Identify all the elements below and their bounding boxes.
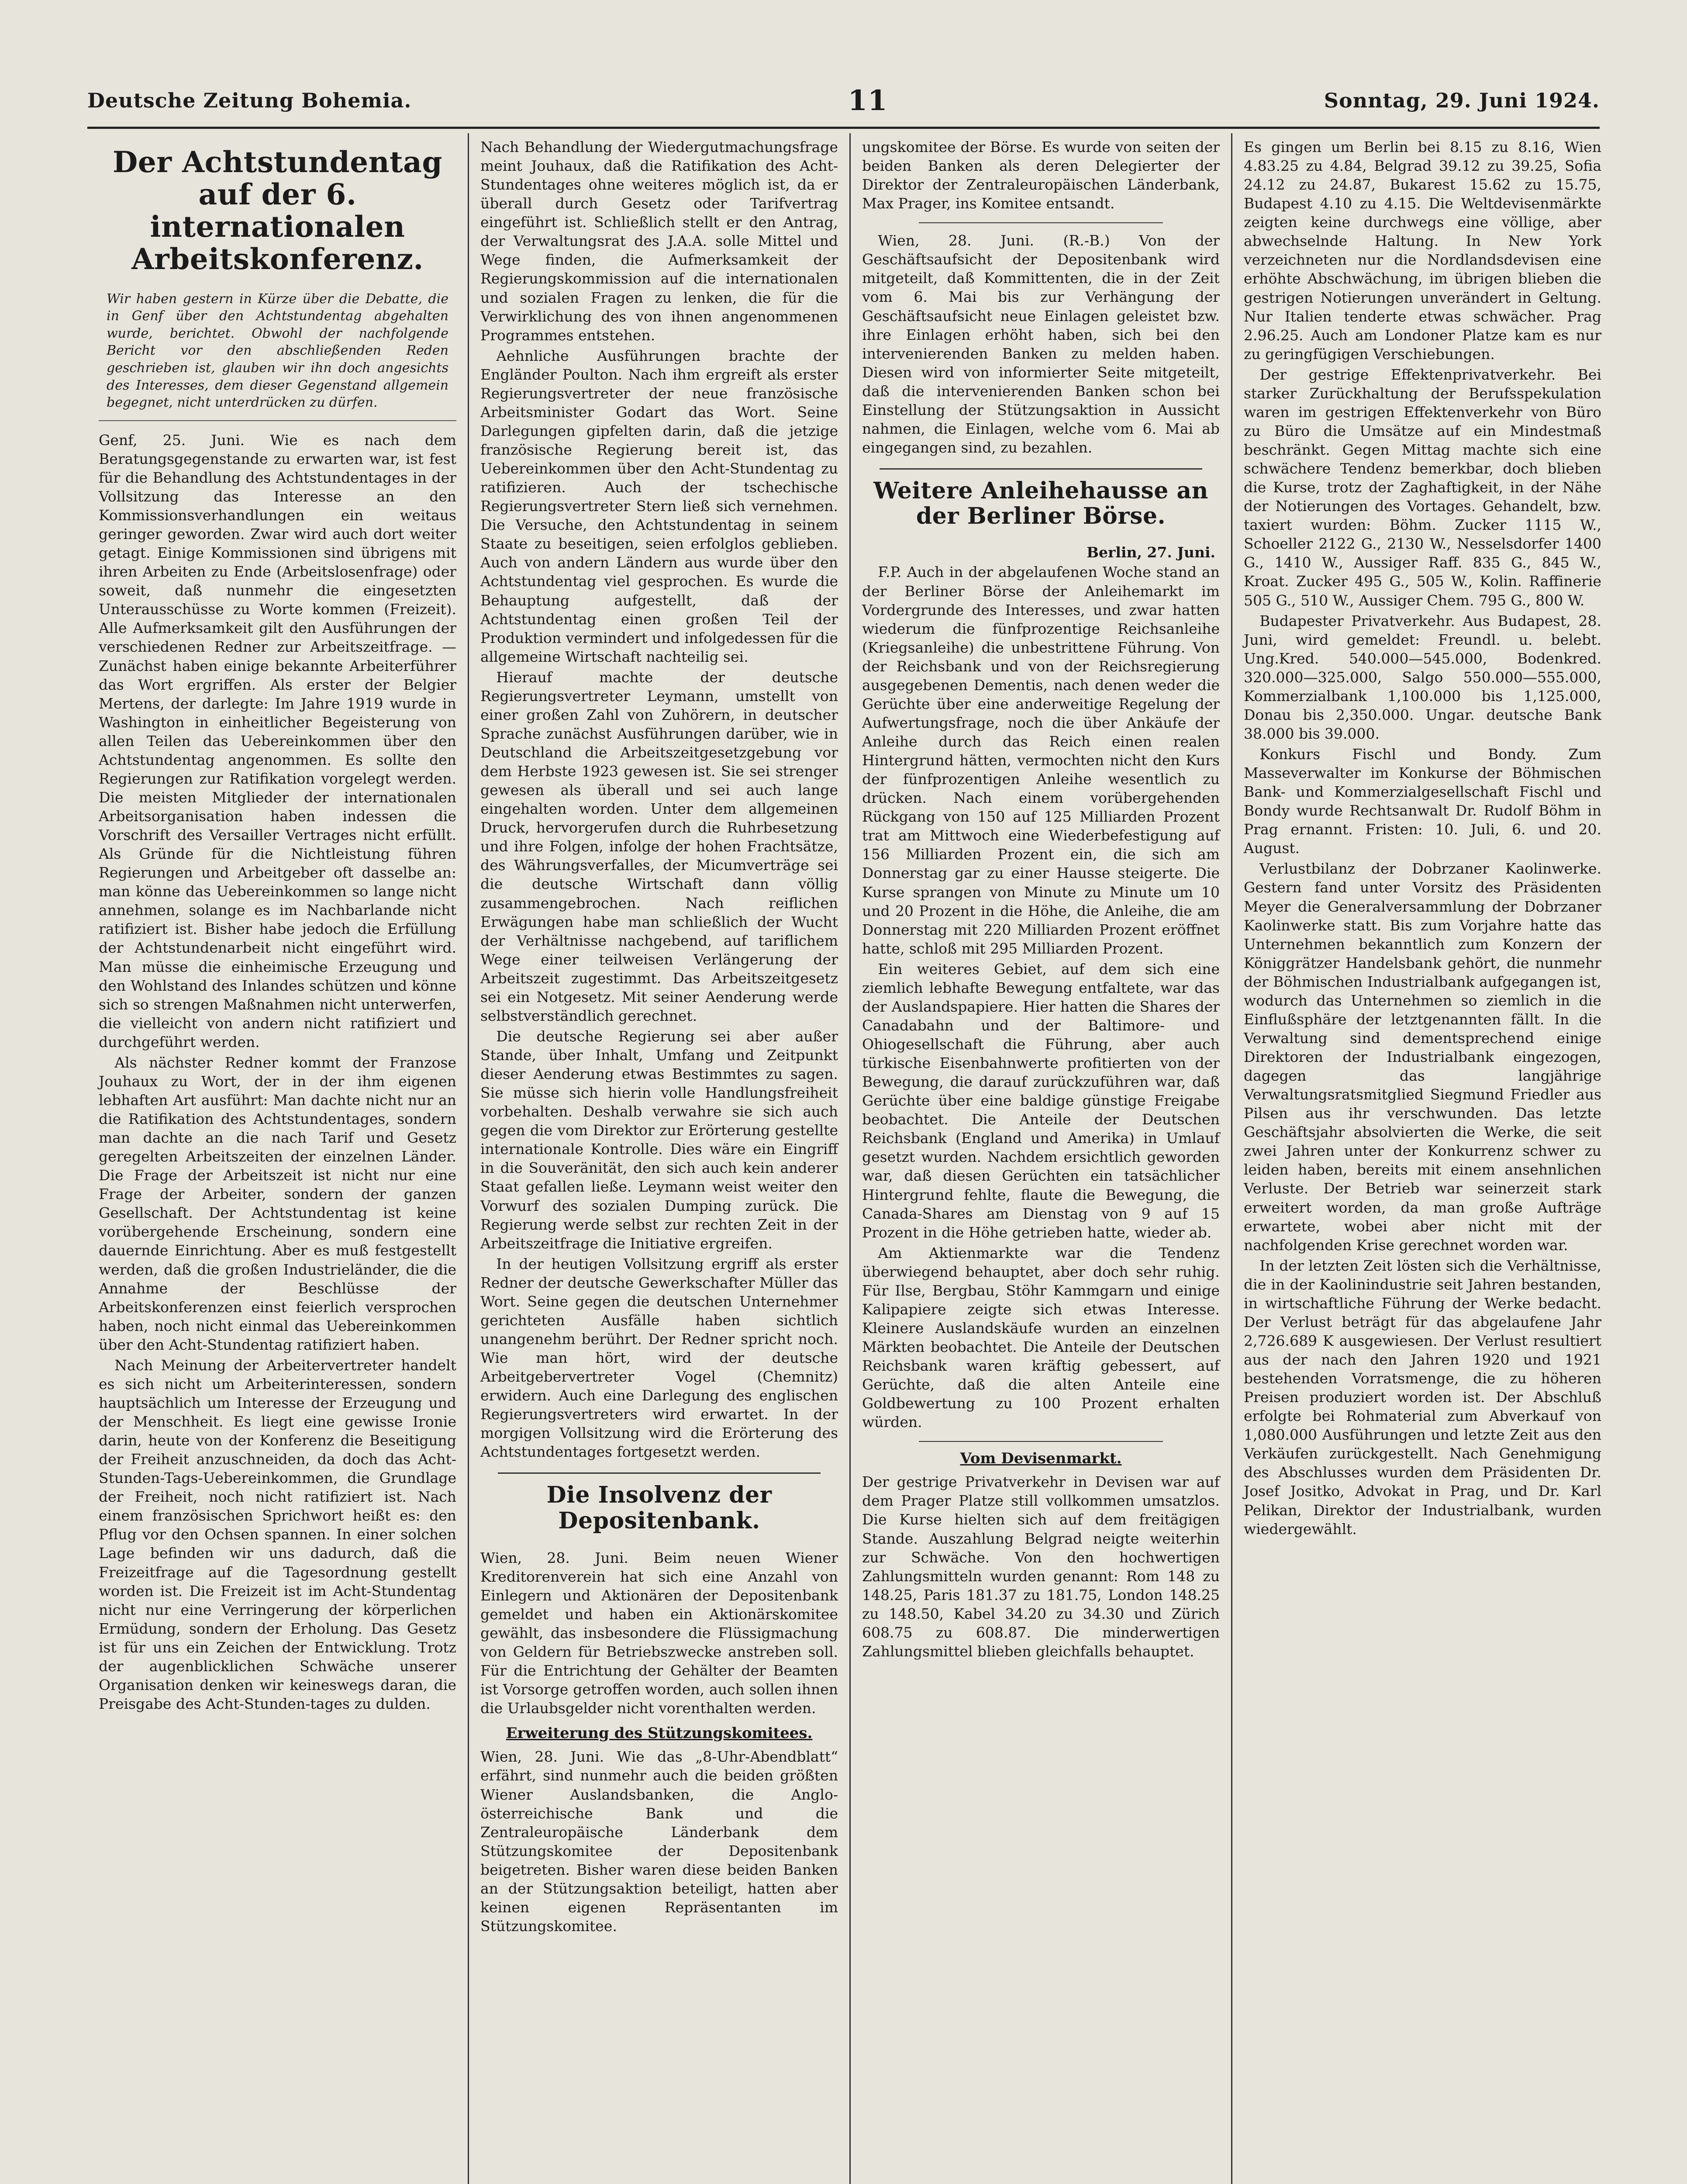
article-subhead: Erweiterung des Stützungskomitees.	[506, 1724, 813, 1742]
article-paragraph: Budapester Privatverkehr. Aus Budapest, 28. Juni, wird gemeldet: Freundl. u. belebt. Ung.Kred. 540.000—545.000, Bodenkred. 320.000—325.000, Salgo 550.000—555.000, Kommerzialbank 1,100.000 bis 1,125.000, Donau bis 2,350.000. Ungar. deutsche Bank 38.000 bis 39.000.	[1244, 612, 1601, 742]
article-paragraph: Konkurs Fischl und Bondy. Zum Masseverwalter im Konkurse der Böhmischen Bank- und Kommerzialgesellschaft Fischl und Bondy wurde Rechtsanwalt Dr. Rudolf Böhm in Prag ernannt. Fristen: 10. Juli, 6. und 20. August.	[1244, 746, 1601, 857]
article-paragraph: Wien, 28. Juni. Wie das „8-Uhr-Abendblatt“ erfährt, sind nunmehr auch die beiden größten Wiener Auslandsbanken, die Anglo-österreichische Bank und die Zentraleuropäische Länderbank dem Stützungskomitee der Depositenbank beigetreten. Bisher waren diese beiden Banken an der Stützungsaktion beteiligt, hatten aber keinen eigenen Repräsentanten im Stützungskomitee.	[480, 1748, 838, 1935]
header-page-number: 11	[848, 84, 888, 117]
article-paragraph: Es gingen um Berlin bei 8.15 zu 8.16, Wien 4.83.25 zu 4.84, Belgrad 39.12 zu 39.25, Sofia 24.12 zu 24.87, Bukarest 15.62 zu 15.75, Budapest 4.10 zu 4.15. Die Weltdevisenmärkte zeigten keine durchwegs eine völlige, aber abwechselnde Haltung. In New York verzeichneten nur die Nordlandsdevisen eine erhöhte Abschwächung, im übrigen blieben die gestrigen Notierungen unverändert in Geltung. Nur Italien tenderte etwas schwächer. Prag 2.96.25. Auch am Londoner Platze kam es nur zu geringfügigen Verschiebungen.	[1244, 138, 1601, 363]
column-2	[468, 133, 849, 2184]
column-1	[87, 133, 468, 2184]
article-paragraph: Genf, 25. Juni. Wie es nach dem Beratungsgegenstande zu erwarten war, ist fest für die Behandlung des Achtstundentages in der Vollsitzung das Interesse an den Kommissionsverhandlungen ein weitaus geringer geworden. Zwar wird auch dort weiter getagt. Einige Kommissionen sind übrigens mit ihren Arbeiten zu Ende (Arbeitslosenfrage) oder soweit, daß nunmehr die eingesetzten Unterausschüsse zu Worte kommen (Freizeit). Alle Aufmerksamkeit gilt den Ausführungen der verschiedenen Redner zur Arbeitszeitfrage. — Zunächst haben einige bekannte Arbeiterführer das Wort ergriffen. Als erster der Belgier Mertens, der darlegte: Im Jahre 1919 wurde in Washington in einheitlicher Begeisterung von allen Teilen das Uebereinkommen über den Achtstundentag angenommen. Es sollte den Regierungen zur Ratifikation vorgelegt werden. Die meisten Mitglieder der internationalen Arbeitsorganisation haben indessen die Vorschrift des Versailler Vertrages nicht erfüllt. Als Gründe für die Nichtleistung führen Regierungen und Arbeitgeber oft dasselbe an: man könne das Uebereinkommen so lange nicht annehmen, solange es im Nachbarlande nicht ratifiziert ist. Bisher habe jedoch die Erfüllung der Achtstundenarbeit nicht eingeführt wird. Man müsse die einheimische Erzeugung und den Wohlstand des Inlandes schützen und könne sich so strengen Maßnahmen nicht unterwerfen, die vielleicht von andern nicht ratifiziert und durchgeführt werden.	[99, 431, 456, 1051]
article-paragraph: Der gestrige Privatverkehr in Devisen war auf dem Prager Platze still vollkommen umsatzlos. Die Kurse hielten sich auf dem freitägigen Stande. Auszahlung Belgrad neigte weiterhin zur Schwäche. Von den hochwertigen Zahlungsmitteln wurden genannt: Rom 148 zu 148.25, Paris 181.37 zu 181.75, London 148.25 zu 148.50, Kabel 34.20 zu 34.30 und Zürich 608.75 zu 608.87. Die minderwertigen Zahlungsmittel blieben gleichfalls behauptet.	[862, 1473, 1220, 1660]
article-headline-anleihehausse: Weitere Anleihehausse an der Berliner Börse.	[873, 477, 1208, 530]
header-date: Sonntag, 29. Juni 1924.	[1324, 89, 1600, 112]
article-columns	[87, 133, 1613, 2184]
column-4	[1231, 133, 1613, 2184]
article-paragraph: Als nächster Redner kommt der Franzose Jouhaux zu Wort, der in der ihm eigenen lebhaften Art ausführt: Man dachte nicht nur an die Ratifikation des Achtstundentages, sondern man dachte an die nach Tarif und Gesetz geregelten Arbeitszeiten der einzelnen Länder. Die Frage der Arbeitszeit ist nicht nur eine Frage der Arbeiter, sondern der ganzen Gesellschaft. Der Achtstundentag ist keine vorübergehende Erscheinung, sondern eine dauernde Einrichtung. Aber es muß festgestellt werden, daß die großen Industrieländer, die die Annahme der Beschlüsse der Arbeitskonferenzen einst feierlich versprochen haben, noch nicht einmal das Uebereinkommen über den Acht-Stundentag ratifiziert haben.	[99, 1054, 456, 1353]
article-paragraph: In der letzten Zeit lösten sich die Verhältnisse, die in der Kaolinindustrie seit Jahren bestanden, in wirtschaftliche Führung der Werke bedacht. Der Verlust beträgt für das abgelaufene Jahr 2,726.689 K ausgewiesen. Der Verlust resultiert aus der nach den Jahren 1920 und 1921 bestehenden Vorratsmenge, die zu höheren Preisen produziert worden ist. Der Abschluß erfolgte bei Rohmaterial zum Abverkauf von 1,080.000 Ausführungen und letzte Zeit aus den Verkäufen zurückgestellt. Nach Genehmigung des Abschlusses wurden dem Präsidenten Dr. Josef Jositko, Advokat in Prag, und Dr. Karl Pelikan, Direktor der Industrialbank, wurden wiedergewählt.	[1244, 1257, 1601, 1538]
article-lede: Wir haben gestern in Kürze über die Debatte, die in Genf über den Achtstundentag abgehalten wurde, berichtet. Obwohl der nachfolgende Bericht vor den abschließenden Reden geschrieben ist, glauben wir ihn doch angesichts des Interesses, dem dieser Gegenstand allgemein begegnet, nicht unterdrücken zu dürfen.	[99, 290, 456, 421]
article-paragraph: Wien, 28. Juni. Beim neuen Wiener Kreditorenverein hat sich eine Anzahl von Einlegern und Aktionären der Depositenbank gemeldet und haben ein Aktionärskomitee gewählt, das insbesondere die Flüssigmachung von Geldern für Betriebszwecke anstreben soll. Für die Entrichtung der Gehälter der Beamten ist Vorsorge getroffen worden, auch sollen ihnen die Urlaubsgelder nicht vorenthalten werden.	[480, 1549, 838, 1717]
section-divider	[919, 222, 1163, 223]
article-paragraph: Nach Behandlung der Wiedergutmachungsfrage meint Jouhaux, daß die Ratifikation des Acht-Stundentages ohne weiteres möglich ist, da er überall durch Gesetz oder Tarifvertrag eingeführt ist. Schließlich stellt er den Antrag, der Verwaltungsrat des J.A.A. solle Mittel und Wege finden, die Aufmerksamkeit der Regierungskommission auf die internationalen und sozialen Fragen zu lenken, die für die Verwirklichung des von ihnen angenommenen Programmes entstehen.	[480, 138, 838, 344]
article-paragraph: In der heutigen Vollsitzung ergriff als erster Redner der deutsche Gewerkschafter Müller das Wort. Seine gegen die deutschen Unternehmer gerichteten Ausfälle haben sichtlich unangenehm berührt. Der Redner spricht noch. Wie man hört, wird der deutsche Arbeitgebervertreter Vogel (Chemnitz) erwidern. Auch eine Darlegung des englischen Regierungsvertreters wird erwartet. In der morgigen Vollsitzung wird die Erörterung des Achtstundentages fortgesetzt werden.	[480, 1255, 838, 1461]
article-headline-achtstundentag: Der Achtstundentag auf der 6. internationalen Arbeitskonferenz.	[113, 145, 442, 276]
article-headline-depositenbank: Die Insolvenz der Depositenbank.	[546, 1482, 772, 1534]
article-paragraph: Am Aktienmarkte war die Tendenz überwiegend behauptet, aber doch sehr ruhig. Für Ilse, Bergbau, Stöhr Kammgarn und einige Kalipapiere zeigte sich etwas Interesse. Kleinere Auslandskäufe wurden an einzelnen Märkten beobachtet. Die Anteile der Deutschen Reichsbank waren kräftig gebessert, auf Gerüchte, daß die alten Anteile eine Goldbewertung zu 100 Prozent erhalten würden.	[862, 1244, 1220, 1431]
article-subhead: Vom Devisenmarkt.	[960, 1450, 1122, 1468]
running-header	[87, 74, 1600, 129]
article-paragraph: ungskomitee der Börse. Es wurde von seiten der beiden Banken als deren Delegierter der Direktor der Zentraleuropäischen Länderbank, Max Prager, ins Komitee entsandt.	[862, 138, 1220, 212]
article-paragraph: F.P. Auch in der abgelaufenen Woche stand an der Berliner Börse der Anleihemarkt im Vordergrunde des Interesses, und zwar hatten wiederum die fünfprozentige Reichsanleihe (Kriegsanleihe) die unbestrittene Führung. Von der Reichsbank und von der Reichsregierung ausgegebenen Dementis, nach denen weder die Gerüchte über eine anderweitige Regelung der Aufwertungsfrage, noch die über Ankäufe der Anleihe durch das Reich einen realen Hintergrund hätten, vermochten nicht den Kurs der fünfprozentigen Anleihe wesentlich zu drücken. Nach einem vorübergehenden Rückgang von 150 auf 125 Milliarden Prozent trat am Mittwoch eine Wiederbefestigung auf 156 Milliarden Prozent ein, die sich am Donnerstag gar zu einer Hausse steigerte. Die Kurse sprangen von Minute zu Minute um 10 und 20 Prozent in die Höhe, die Anleihe, die am Donnerstag mit 220 Milliarden Prozent eröffnet hatte, schloß mit 295 Milliarden Prozent.	[862, 563, 1220, 957]
section-divider	[880, 468, 1202, 470]
article-paragraph: Wien, 28. Juni. (R.-B.) Von der Geschäftsaufsicht der Depositenbank wird mitgeteilt, daß Kommittenten, die in der Zeit vom 6. Mai bis zur Verhängung der Geschäftsaufsicht neue Einlagen geleistet bzw. ihre Einlagen erhöht haben, sich bei den intervenierenden Banken zu melden haben. Diesen wird von informierter Seite mitgeteilt, daß die intervenierenden Banken schon bei Einstellung der Stützungsaktion in Aussicht nahmen, die Einlagen, welche vom 6. Mai ab eingegangen sind, zu bezahlen.	[862, 232, 1220, 456]
article-paragraph: Nach Meinung der Arbeitervertreter handelt es sich nicht um Arbeiterinteressen, sondern hauptsächlich um Interesse der Erzeugung und der Menschheit. Es liegt eine gewisse Ironie darin, heute von der Konferenz die Beseitigung der Freiheit anzuschneiden, da doch das Acht-Stunden-Tags-Uebereinkommen, die Grundlage der Freiheit, noch nicht ratifiziert ist. Nach einem französischen Sprichwort heißt es: den Pflug vor den Ochsen spannen. In einer solchen Lage befinden wir uns dadurch, daß die Freizeitfrage auf die Tagesordnung gestellt worden ist. Die Freizeit ist im Acht-Stundentag nicht nur eine Verringerung der körperlichen Ermüdung, sondern der Erholung. Das Gesetz ist für uns ein Zeichen der Entwicklung. Trotz der augenblicklichen Schwäche unserer Organisation denken wir keineswegs daran, die Preisgabe des Acht-Stunden-tages zu dulden.	[99, 1356, 456, 1712]
article-paragraph: Der gestrige Effektenprivatverkehr. Bei starker Zurückhaltung der Berufsspekulation waren im gestrigen Effektenverkehr von Büro zu Büro die Umsätze auf ein Mindestmaß beschränkt. Gegen Mittag machte sich eine schwächere Tendenz bemerkbar, doch blieben die Kurse, trotz der Zaghaftigkeit, in der Nähe der Notierungen des Vortages. Gehandelt, bzw. taxiert wurden: Böhm. Zucker 1115 W., Schoeller 2122 G., 2130 W., Nesselsdorfer 1400 G., 1410 W., Aussiger Raff. 835 G., 845 W., Kroat. Zucker 495 G., 505 W., Kolin. Raffinerie 505 G., 510 W., Aussiger Chem. 795 G., 800 W.	[1244, 366, 1601, 609]
article-paragraph: Verlustbilanz der Dobrzaner Kaolinwerke. Gestern fand unter Vorsitz des Präsidenten Meyer die Generalversammlung der Dobrzaner Kaolinwerke statt. Bis zum Vorjahre hatte das Unternehmen bekanntlich zum Konzern der Königgrätzer Handelsbank gehört, die nunmehr der Böhmischen Industrialbank aufgegangen ist, wodurch das Unternehmen so ziemlich in die Einflußsphäre der letztgenannten fällt. In die Verwaltung sind dementsprechend einige Direktoren der Industrialbank eingezogen, dagegen das langjährige Verwaltungsratsmitglied Siegmund Friedler aus Pilsen aus ihr verschwunden. Das letzte Geschäftsjahr absolvierten die Werke, die seit zwei Jahren unter der Konkurrenz schwer zu leiden haben, bereits mit einem ansehnlichen Verluste. Der Betrieb war seinerzeit stark erweitert worden, da man große Aufträge erwartete, wobei aber nicht mit der nachfolgenden Krise gerechnet worden war.	[1244, 860, 1601, 1254]
section-divider	[498, 1472, 821, 1474]
article-paragraph: Die deutsche Regierung sei aber außer Stande, über Inhalt, Umfang und Zeitpunkt dieser Aenderung etwas Bestimmtes zu sagen. Sie müsse sich hierin volle Handlungsfreiheit vorbehalten. Deshalb verwahre sie sich auch gegen die vom Direktor zur Erörterung gestellte internationale Kontrolle. Dies wäre ein Eingriff in die Souveränität, den sich auch kein anderer Staat gefallen ließe. Leymann weist weiter den Vorwurf des sozialen Dumping zurück. Die Regierung werde selbst zur rechten Zeit in der Arbeitszeitfrage die Initiative ergreifen.	[480, 1027, 838, 1252]
section-divider	[919, 1441, 1163, 1442]
article-dateline: Berlin, 27. Juni.	[1087, 544, 1215, 561]
article-paragraph: Ein weiteres Gebiet, auf dem sich eine ziemlich lebhafte Bewegung entfaltete, war das der Auslandspapiere. Hier hatten die Shares der Canadabahn und der Baltimore- und Ohiogesellschaft die Führung, aber auch türkische Eisenbahnwerte profitierten von der Bewegung, die darauf zurückzuführen war, daß Gerüchte über eine baldige günstige Freigabe beobachtet. Die Anteile der Deutschen Reichsbank (England und Amerika) in Umlauf gesetzt wurden. Nachdem ersichtlich geworden war, daß diesen Gerüchten ein tatsächlicher Hintergrund fehlte, flaute die Bewegung, die Canada-Shares am Dienstag von 9 auf 15 Prozent in die Höhe getrieben hatte, wieder ab.	[862, 960, 1220, 1241]
article-paragraph: Aehnliche Ausführungen brachte der Engländer Poulton. Nach ihm ergreift als erster Regierungsvertreter der neue französische Arbeitsminister Godart das Wort. Seine Darlegungen gipfelten darin, daß die jetzige französische Regierung bereit ist, das Uebereinkommen über den Acht-Stundentag zu ratifizieren. Auch der tschechische Regierungsvertreter Stern ließ sich vernehmen. Die Versuche, den Achtstundentag in seinem Staate zu beseitigen, seien erfolglos geblieben. Auch von andern Ländern aus wurde über den Achtstundentag viel gesprochen. Es wurde die Behauptung aufgestellt, daß der Achtstundentag einen großen Teil der Produktion vermindert und infolgedessen für die allgemeine Wirtschaft nachteilig sei.	[480, 347, 838, 665]
article-paragraph: Hierauf machte der deutsche Regierungsvertreter Leymann, umstellt von einer großen Zahl von Zuhörern, in deutscher Sprache zunächst Ausführungen darüber, wie in Deutschland die Arbeitszeitgesetzgebung vor dem Herbste 1923 gewesen ist. Sie sei strenger gewesen als überall und sei auch lange eingehalten worden. Unter dem allgemeinen Druck, hervorgerufen durch die Ruhrbesetzung und ihre Folgen, infolge der hohen Frachtsätze, des Währungsverfalles, der Micumverträge sei die deutsche Wirtschaft dann völlig zusammengebrochen. Nach reiflichen Erwägungen habe man schließlich der Wucht der Verhältnisse nachgebend, auf tariflichem Wege einer teilweisen Verlängerung der Arbeitszeit zugestimmt. Das Arbeitszeitgesetz sei ein Notgesetz. Mit seiner Aenderung werde selbstverständlich gerechnet.	[480, 668, 838, 1024]
column-3	[849, 133, 1231, 2184]
header-publication: Deutsche Zeitung Bohemia.	[87, 89, 412, 112]
